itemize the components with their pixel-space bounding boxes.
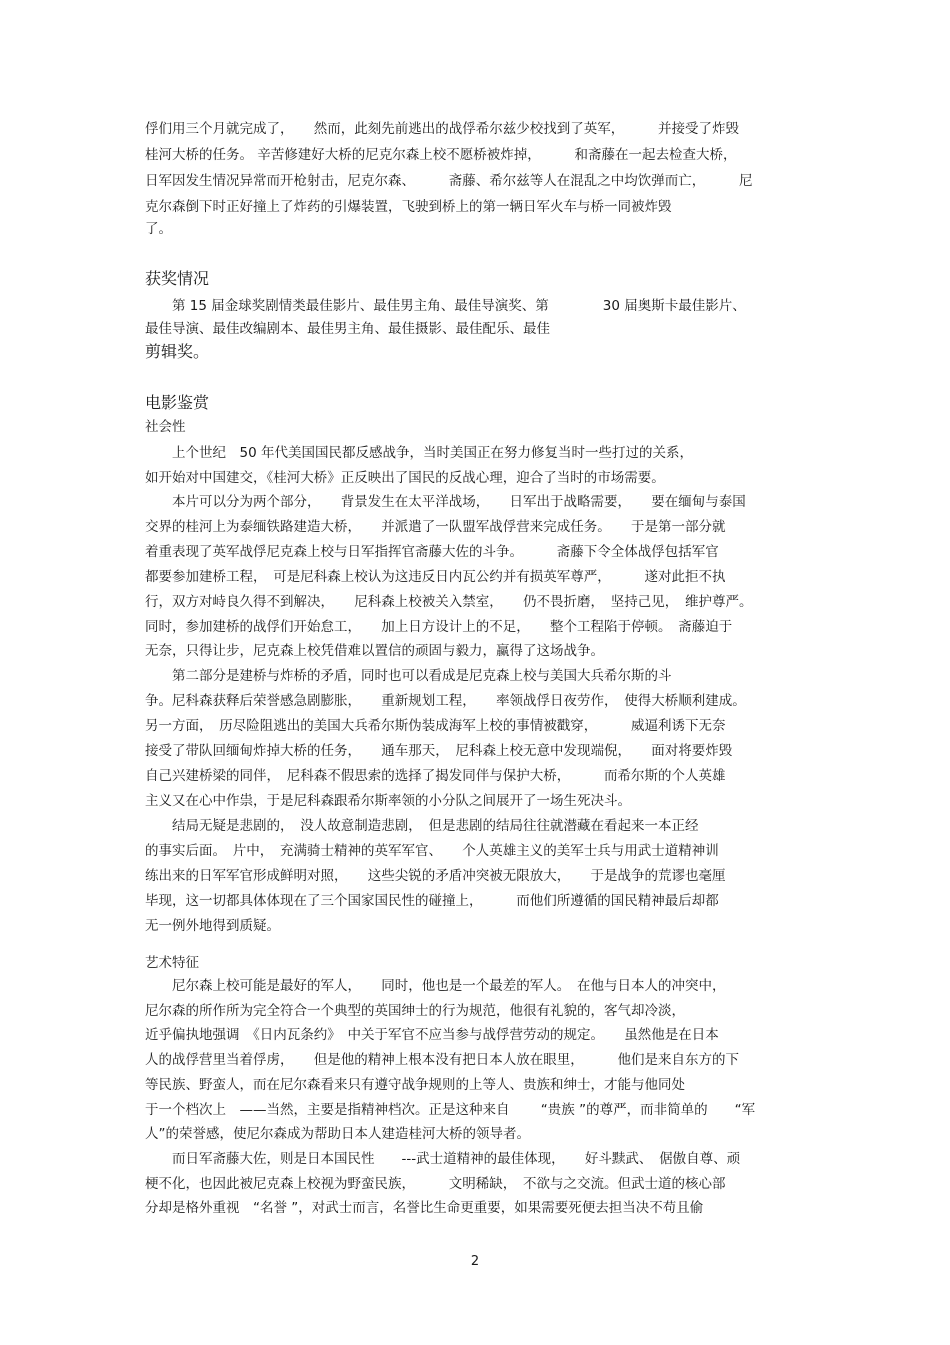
- text-line: 于一个档次上 ——当然，主要是指精神档次。正是这种来自 “贵族 ”的尊严，而非简单的 “军: [145, 1102, 756, 1118]
- text-line: 交界的桂河上为泰缅铁路建造大桥， 并派遣了一队盟军战俘营来完成任务。 于是第一部分就: [145, 519, 726, 535]
- text-line: 本片可以分为两个部分， 背景发生在太平洋战场， 日军出于战略需要， 要在缅甸与泰国: [145, 494, 746, 510]
- text-line: 无一例外地得到质疑。: [145, 918, 280, 934]
- text-line: 练出来的日军军官形成鲜明对照， 这些尖锐的矛盾冲突被无限放大， 于是战争的荒谬也毫厘: [145, 868, 726, 884]
- text-line: 尼尔森的所作所为完全符合一个典型的英国绅士的行为规范，他很有礼貌的，客气却冷淡，: [145, 1003, 685, 1019]
- text-line: 如开始对中国建交，《桂河大桥》正反映出了国民的反战心理，迎合了当时的市场需要。: [145, 470, 665, 486]
- text-line: 剪辑奖。: [145, 342, 210, 361]
- page-number: 2: [470, 1254, 480, 1269]
- text-line: 的事实后面。 片中， 充满骑士精神的英军军官、 个人英雄主义的美军士兵与用武士道精神训: [145, 843, 719, 859]
- subheading-social: 社会性: [145, 419, 186, 435]
- text-line: 另一方面， 历尽险阻逃出的美国大兵希尔斯伪装成海军上校的事情被戳穿， 威逼利诱下无奈: [145, 718, 726, 734]
- text-line: 接受了带队回缅甸炸掉大桥的任务， 通车那天， 尼科森上校无意中发现端倪， 面对将要炸毁: [145, 743, 733, 759]
- text-line: 而日军斋藤大佐，则是日本国民性 ---武士道精神的最佳体现， 好斗黩武、 倨傲自尊、顽: [145, 1151, 741, 1167]
- text-line: 自己兴建桥梁的同伴， 尼科森不假思索的选择了揭发同伴与保护大桥， 而希尔斯的个人英雄: [145, 768, 726, 784]
- text-line: 人”的荣誉感，使尼尔森成为帮助日本人建造桂河大桥的领导者。: [145, 1126, 530, 1142]
- text-line: 都要参加建桥工程， 可是尼科森上校认为这违反日内瓦公约并有损英军尊严， 遂对此拒不执: [145, 569, 726, 585]
- text-line: 梗不化，也因此被尼克森上校视为野蛮民族， 文明稀缺， 不欲与之交流。但武士道的核心部: [145, 1176, 726, 1192]
- text-line: 同时，参加建桥的战俘们开始怠工， 加上日方设计上的不足， 整个工程陷于停顿。 斋藤迫于: [145, 619, 733, 635]
- text-line: 毕现，这一切都具体体现在了三个国家国民性的碰撞上， 而他们所遵循的国民精神最后却都: [145, 893, 719, 909]
- text-line: 第二部分是建桥与炸桥的矛盾，同时也可以看成是尼克森上校与美国大兵希尔斯的斗: [145, 668, 672, 684]
- text-line: 结局无疑是悲剧的， 没人故意制造悲剧， 但是悲剧的结局往往就潜藏在看起来一本正经: [145, 818, 699, 834]
- text-line: 上个世纪 50 年代美国国民都反感战争，当时美国正在努力修复当时一些打过的关系，: [145, 445, 693, 461]
- section-heading-appreciation: 电影鉴赏: [145, 393, 210, 412]
- section-heading-awards: 获奖情况: [145, 269, 210, 288]
- text-line: 无奈，只得让步，尼克森上校凭借难以置信的顽固与毅力，赢得了这场战争。: [145, 643, 604, 659]
- text-line: 主义又在心中作祟，于是尼科森跟希尔斯率领的小分队之间展开了一场生死决斗。: [145, 793, 631, 809]
- text-line: 俘们用三个月就完成了， 然而，此刻先前逃出的战俘希尔兹少校找到了英军， 并接受了炸毁: [145, 121, 739, 137]
- text-line: 了。: [145, 221, 172, 237]
- text-line: 第 15 届金球奖剧情类最佳影片、最佳男主角、最佳导演奖、第 30 届奥斯卡最佳影片、: [145, 298, 746, 314]
- text-line: 近乎偏执地强调 《日内瓦条约》 中关于军官不应当参与战俘营劳动的规定。 虽然他是在日本: [145, 1027, 719, 1043]
- text-line: 行，双方对峙良久得不到解决， 尼科森上校被关入禁室， 仍不畏折磨， 坚持己见， 维护尊严。: [145, 594, 753, 610]
- text-line: 着重表现了英军战俘尼克森上校与日军指挥官斋藤大佐的斗争。 斋藤下令全体战俘包括军官: [145, 544, 719, 560]
- text-line: 日军因发生情况异常而开枪射击，尼克尔森、 斋藤、希尔兹等人在混乱之中均饮弹而亡， 尼: [145, 173, 753, 189]
- text-line: 克尔森倒下时正好撞上了炸药的引爆装置，飞驶到桥上的第一辆日军火车与桥一同被炸毁: [145, 199, 672, 215]
- text-line: 最佳导演、最佳改编剧本、最佳男主角、最佳摄影、最佳配乐、最佳: [145, 321, 550, 337]
- text-line: 等民族、野蛮人，而在尼尔森看来只有遵守战争规则的上等人、贵族和绅士，才能与他同处: [145, 1077, 685, 1093]
- text-line: 争。尼科森获释后荣誉感急剧膨胀， 重新规划工程， 率领战俘日夜劳作， 使得大桥顺利建成。: [145, 693, 746, 709]
- text-line: 分却是格外重视 “名誉 ”，对武士而言，名誉比生命更重要，如果需要死便去担当决不苟且偷: [145, 1200, 704, 1216]
- text-line: 人的战俘营里当着俘虏， 但是他的精神上根本没有把日本人放在眼里， 他们是来自东方的下: [145, 1052, 739, 1068]
- text-line: 桂河大桥的任务。 辛苦修建好大桥的尼克尔森上校不愿桥被炸掉， 和斋藤在一起去检查大桥，: [145, 147, 737, 163]
- subheading-art: 艺术特征: [145, 955, 199, 971]
- text-line: 尼尔森上校可能是最好的军人， 同时，他也是一个最差的军人。 在他与日本人的冲突中，: [145, 978, 726, 994]
